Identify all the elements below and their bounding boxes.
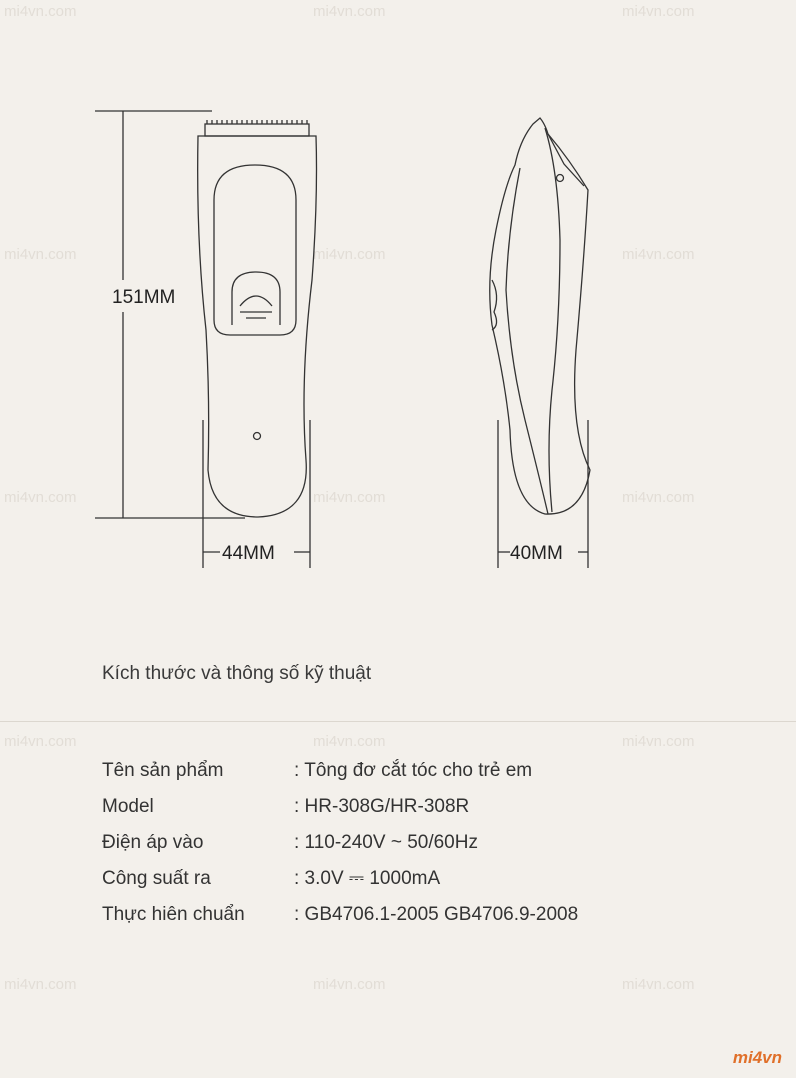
spec-value: : Tông đơ cắt tóc cho trẻ em	[294, 760, 533, 781]
section-title: Kích thước và thông số kỹ thuật	[102, 663, 372, 684]
spec-value: : HR-308G/HR-308R	[294, 796, 470, 817]
brand-logo: mi4vn	[732, 1048, 782, 1067]
front-width-label: 44MM	[222, 543, 275, 564]
watermark: mi4vn.com	[622, 976, 695, 993]
watermark: mi4vn.com	[4, 976, 77, 993]
height-label: 151MM	[112, 287, 176, 308]
spec-label: Model	[102, 796, 154, 817]
watermark: mi4vn.com	[622, 489, 695, 506]
spec-value: : 110-240V ~ 50/60Hz	[294, 832, 478, 853]
watermark: mi4vn.com	[313, 246, 386, 263]
watermark: mi4vn.com	[313, 489, 386, 506]
spec-label: Thực hiên chuẩn	[102, 904, 245, 925]
spec-label: Điện áp vào	[102, 832, 204, 853]
divider	[0, 721, 796, 722]
watermark: mi4vn.com	[622, 246, 695, 263]
watermark: mi4vn.com	[4, 246, 77, 263]
watermark: mi4vn.com	[622, 733, 695, 750]
spec-label: Tên sản phẩm	[102, 760, 224, 781]
clipper-front-view	[198, 120, 317, 517]
watermark: mi4vn.com	[4, 3, 77, 20]
spec-value: : 3.0V ⎓ 1000mA	[294, 868, 441, 889]
watermark: mi4vn.com	[622, 3, 695, 20]
height-dimension-line	[95, 111, 245, 518]
clipper-side-view	[490, 118, 590, 514]
spec-label: Công suất ra	[102, 868, 211, 889]
watermark: mi4vn.com	[313, 3, 386, 20]
watermark: mi4vn.com	[4, 733, 77, 750]
watermark: mi4vn.com	[313, 733, 386, 750]
watermark: mi4vn.com	[313, 976, 386, 993]
side-width-label: 40MM	[510, 543, 563, 564]
watermark: mi4vn.com	[4, 489, 77, 506]
spec-value: : GB4706.1-2005 GB4706.9-2008	[294, 904, 579, 925]
